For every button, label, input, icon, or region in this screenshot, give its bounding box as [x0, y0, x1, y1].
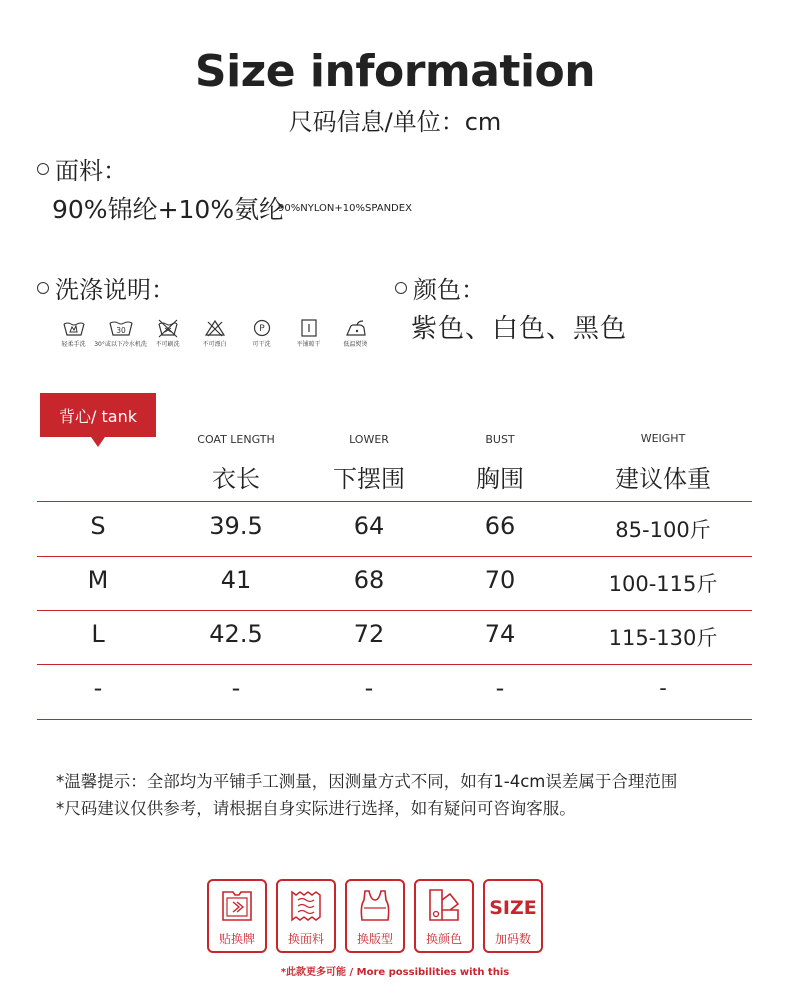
- table-rule: [37, 664, 752, 665]
- size-add-icon: SIZE: [489, 897, 537, 919]
- colors-bullet: [395, 279, 407, 298]
- table-cell: 68: [353, 566, 385, 594]
- table-rule: [37, 610, 752, 611]
- wash-item: [285, 318, 332, 348]
- fabric-value-en: 90%NYLON+10%SPANDEX: [278, 203, 412, 214]
- wash-item: [144, 318, 191, 348]
- colors-label: 颜色：: [413, 276, 485, 304]
- color-swap-icon: [424, 886, 464, 926]
- table-cell: 72: [353, 620, 385, 648]
- col-header-cn: 建议体重: [615, 465, 711, 493]
- table-cell: 100-115斤: [608, 572, 718, 596]
- fabric-swap-icon: [286, 886, 326, 926]
- fabric-label: 面料：: [55, 157, 127, 185]
- table-cell: 64: [353, 512, 385, 540]
- wash-caption: 可干洗: [252, 341, 271, 348]
- size-cell: L: [91, 620, 105, 648]
- wash-item: [238, 318, 285, 348]
- table-cell: 115-130斤: [608, 626, 718, 650]
- table-cell: 85-100斤: [615, 518, 711, 542]
- wash-caption: 低温熨烫: [343, 341, 368, 348]
- washing-bullet: [37, 279, 49, 298]
- wash-item: [94, 318, 147, 348]
- badge-label: 加码数: [494, 932, 531, 946]
- label-swap-icon: [217, 886, 257, 926]
- washing-icons: [50, 318, 379, 348]
- product-tag: 背心/ tank: [40, 393, 156, 437]
- fabric-value: 90%锦纶+10%氨纶: [52, 195, 285, 224]
- col-header-cn: 下摆围: [333, 465, 405, 493]
- badge-size-add[interactable]: [483, 879, 543, 953]
- wash-caption: 平铺晾干: [296, 341, 321, 348]
- col-header-cn: 胸围: [476, 465, 524, 493]
- table-cell: 41: [220, 566, 252, 594]
- page-title: Size information: [194, 46, 596, 97]
- table-cell: -: [659, 676, 667, 700]
- page-subtitle: 尺码信息/单位：cm: [288, 108, 502, 136]
- wash-30-icon: [108, 318, 134, 338]
- table-cell: 42.5: [209, 620, 263, 648]
- dry-clean-icon: [249, 318, 275, 338]
- wash-caption: 30°或以下冷水机洗: [94, 341, 147, 348]
- table-rule: [37, 556, 752, 557]
- size-advice-note: *尺码建议仅供参考，请根据自身实际进行选择，如有疑问可咨询客服。: [56, 799, 576, 818]
- wash-item: [50, 318, 97, 348]
- table-cell: 39.5: [209, 512, 263, 540]
- table-rule: [37, 719, 752, 720]
- fabric-bullet: [37, 160, 49, 179]
- badge-fabric-swap[interactable]: [276, 879, 336, 953]
- gentle-hand-wash-icon: [61, 318, 87, 338]
- footer-note: *此款更多可能 / More possibilities with this: [280, 967, 510, 978]
- wash-item: [332, 318, 379, 348]
- badge-label: 换版型: [356, 932, 393, 946]
- table-cell: 74: [484, 620, 516, 648]
- washing-label: 洗涤说明：: [55, 276, 175, 304]
- measurement-note: *温馨提示：全部均为平铺手工测量，因测量方式不同，如有1-4cm误差属于合理范围: [56, 772, 678, 791]
- customization-badges: [207, 879, 552, 953]
- badge-label: 换面料: [287, 932, 324, 946]
- badge-label: 换颜色: [425, 932, 462, 946]
- no-tumble-dry-icon: [155, 318, 181, 338]
- size-cell: M: [87, 566, 109, 594]
- col-header-en: WEIGHT: [640, 432, 686, 445]
- wash-item: [191, 318, 238, 348]
- product-tag-pointer: [91, 437, 105, 447]
- badge-color-swap[interactable]: [414, 879, 474, 953]
- table-cell: 66: [484, 512, 516, 540]
- badge-pattern-swap[interactable]: [345, 879, 405, 953]
- table-cell: -: [495, 674, 505, 702]
- table-cell: -: [231, 674, 241, 702]
- wash-temp-text: 30: [115, 326, 126, 335]
- colors-value: 紫色、白色、黑色: [411, 314, 628, 344]
- dry-clean-text: P: [258, 324, 265, 334]
- line-dry-icon: [296, 318, 322, 338]
- table-cell: -: [364, 674, 374, 702]
- wash-caption: 不可刷洗: [155, 341, 180, 348]
- wash-caption: 不可漂白: [202, 341, 227, 348]
- col-header-en: BUST: [485, 433, 515, 446]
- size-cell: -: [93, 674, 103, 702]
- no-bleach-icon: [202, 318, 228, 338]
- pattern-swap-icon: [355, 886, 395, 926]
- col-header-en: LOWER: [349, 433, 389, 446]
- table-rule: [37, 501, 752, 502]
- badge-label: 贴换牌: [218, 932, 255, 946]
- wash-caption: 轻柔手洗: [61, 341, 86, 348]
- col-header-cn: 衣长: [212, 465, 260, 493]
- col-header-en: COAT LENGTH: [197, 433, 275, 446]
- low-iron-icon: [343, 318, 369, 338]
- size-cell: S: [90, 512, 106, 540]
- table-cell: 70: [484, 566, 516, 594]
- badge-label-swap[interactable]: [207, 879, 267, 953]
